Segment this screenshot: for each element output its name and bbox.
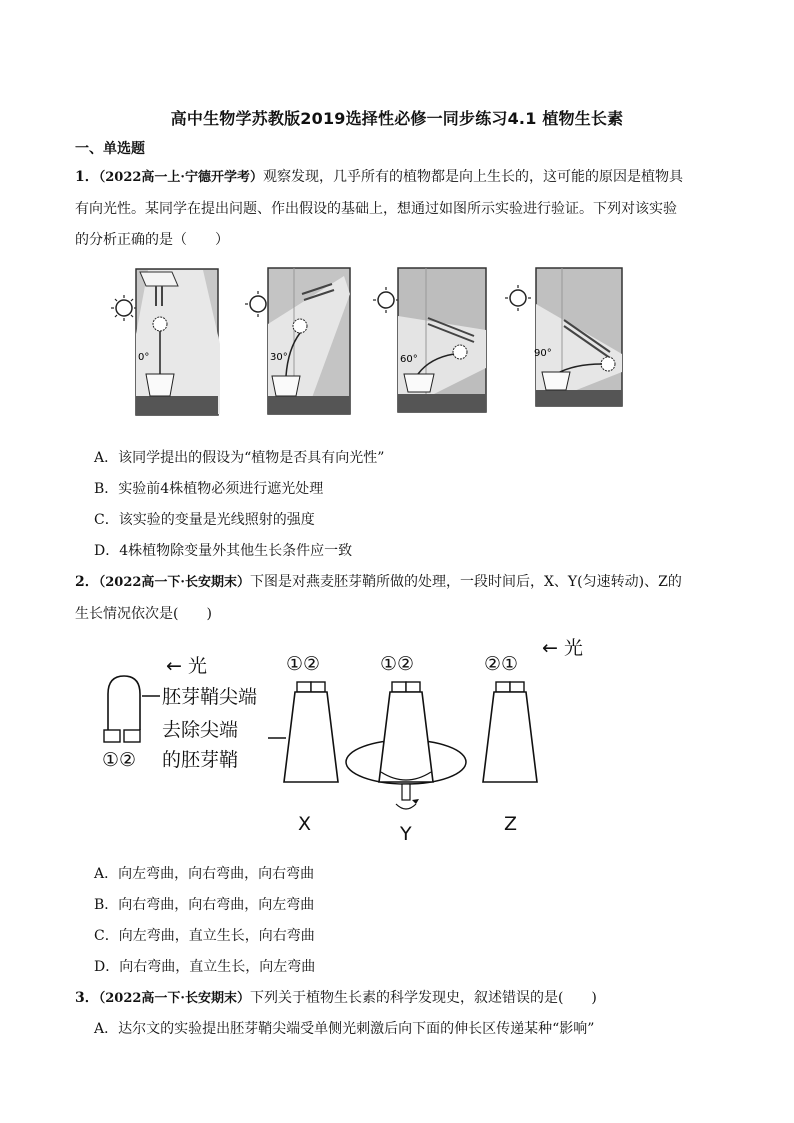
q2-source: （2022高一下·长安期末） [98, 575, 250, 590]
q1-angle-0: 0° [138, 352, 150, 363]
q3-option-a: A．达尔文的实验提出胚芽鞘尖端受单侧光刺激后向下面的伸长区传递某种“影响” [94, 1021, 595, 1037]
q2-line-2: 生长情况依次是( ) [75, 606, 212, 622]
q2-z-blocks: ②① [484, 653, 519, 675]
q1-option-c: C．该实验的变量是光线照射的强度 [94, 512, 315, 528]
q3-text-1: 下列关于植物生长素的科学发现史，叙述错误的是( ) [249, 990, 597, 1006]
q2-label-y: Y [400, 823, 412, 845]
q1-source: （2022高一上·宁德开学考） [98, 170, 263, 185]
q2-diagram [98, 632, 618, 847]
q3-line-1 [75, 987, 597, 1007]
q2-text-1: 下图是对燕麦胚芽鞘所做的处理，一段时间后，X、Y(匀速转动)、Z的 [249, 574, 682, 590]
q3-source: （2022高一下·长安期末） [98, 991, 250, 1006]
q2-line-1 [75, 571, 682, 591]
q2-number: 2． [75, 574, 99, 590]
q1-figure [108, 264, 648, 420]
q3-number: 3． [75, 990, 99, 1006]
q1-option-b: B．实验前4株植物必须进行遮光处理 [94, 481, 324, 497]
q1-line-3: 的分析正确的是（ ） [75, 232, 229, 248]
q2-tip-label: 胚芽鞘尖端 [162, 686, 258, 708]
page-title: 高中生物学苏教版2019选择性必修一同步练习4.1 植物生长素 [170, 109, 624, 128]
q2-label-z: Z [504, 813, 518, 835]
q2-option-b: B．向右弯曲，向右弯曲，向左弯曲 [94, 897, 315, 913]
q1-text-1: 观察发现，几乎所有的植物都是向上生长的，这可能的原因是植物具 [262, 169, 683, 185]
q1-line-2: 有向光性。某同学在提出问题、作出假设的基础上，想通过如图所示实验进行验证。下列对该实验 [75, 201, 677, 217]
q2-x-blocks: ①② [286, 653, 321, 675]
q1-angle-90: 90° [534, 348, 552, 359]
q1-number: 1． [75, 169, 99, 185]
q1-option-a: A．该同学提出的假设为“植物是否具有向光性” [94, 450, 385, 466]
q2-cut-label-1: 去除尖端 [162, 719, 239, 741]
q2-option-c: C．向左弯曲，直立生长，向右弯曲 [94, 928, 315, 944]
q2-light-left: ← 光 [166, 655, 207, 677]
q2-label-x: X [298, 813, 312, 835]
q2-light-right: ← 光 [542, 637, 583, 659]
q1-angle-60: 60° [400, 354, 418, 365]
q2-left-blocks: ①② [102, 749, 137, 771]
q1-panel-90deg [505, 268, 622, 406]
q1-angle-30: 30° [270, 352, 288, 363]
q1-panel-60deg [373, 268, 486, 412]
q2-option-a: A．向左弯曲，向右弯曲，向右弯曲 [94, 866, 315, 882]
q1-option-d: D．4株植物除变量外其他生长条件应一致 [94, 543, 353, 559]
q1-panel-30deg [245, 268, 350, 414]
q2-cut-label-2: 的胚芽鞘 [162, 749, 239, 771]
q1-panel-0deg [111, 269, 220, 415]
section-heading: 一、单选题 [75, 141, 145, 157]
q2-y-blocks: ①② [380, 653, 415, 675]
q1-line-1 [75, 166, 683, 186]
q2-option-d: D．向右弯曲，直立生长，向左弯曲 [94, 959, 316, 975]
